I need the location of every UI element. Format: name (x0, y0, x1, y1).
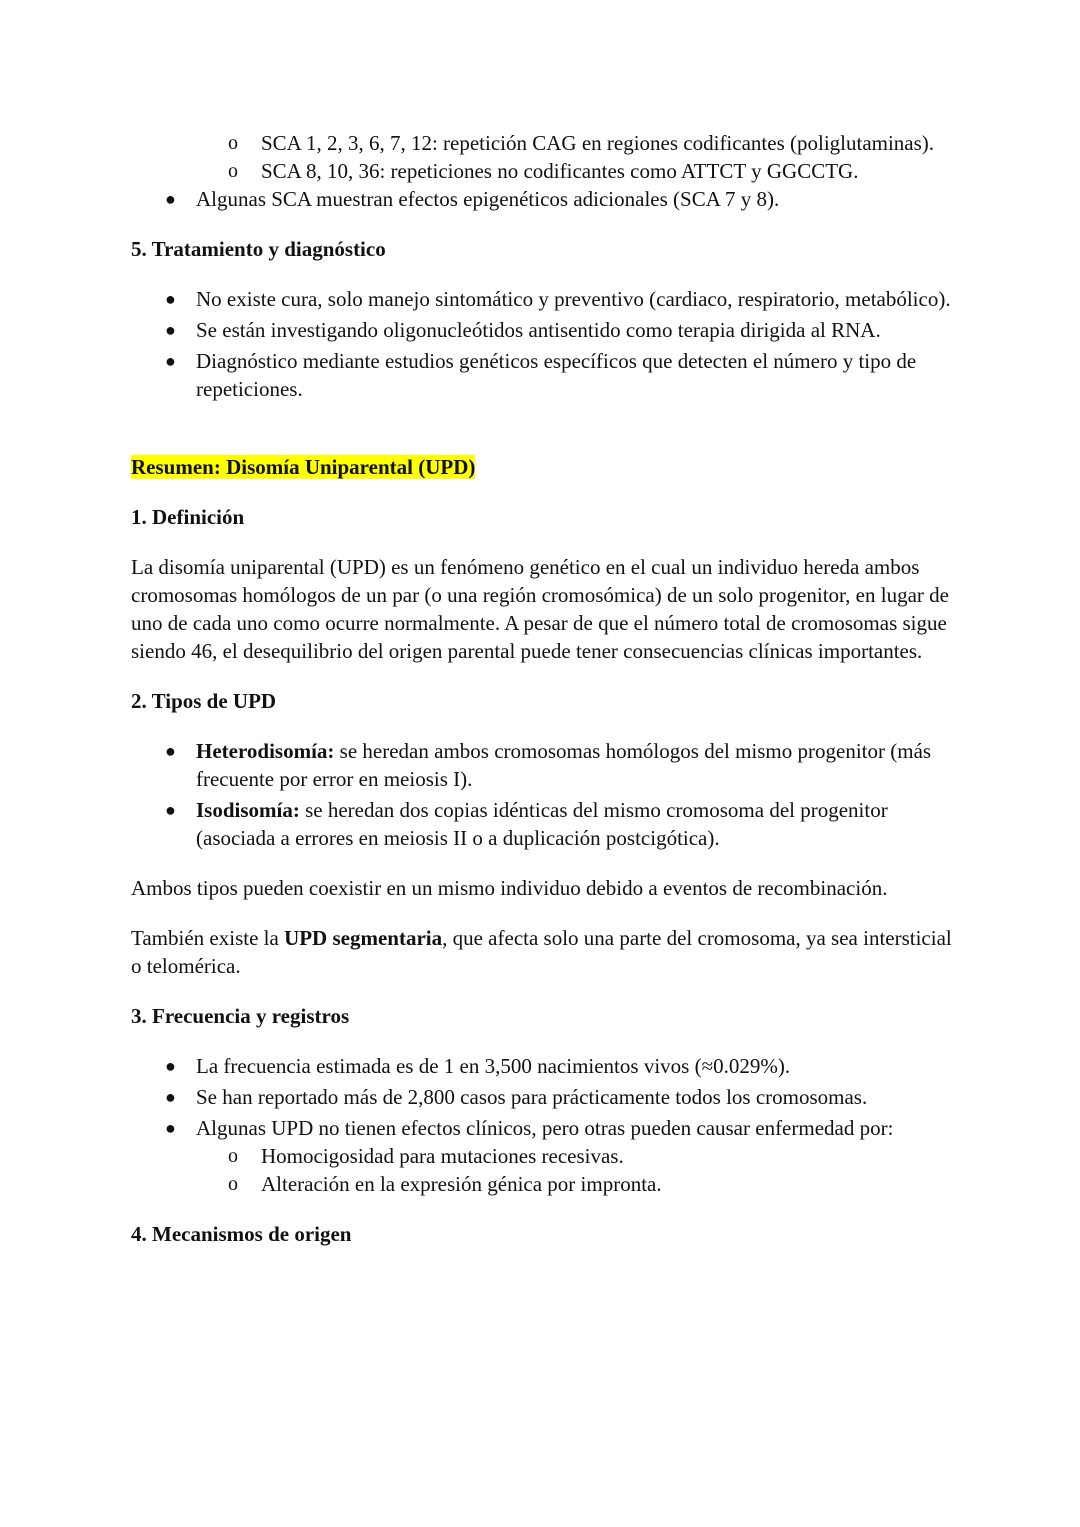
circle-bullet-icon: o (228, 1173, 238, 1195)
definicion-paragraph: La disomía uniparental (UPD) es un fenómeno genético en el cual un individuo hereda ambos cromosomas homólogos de un par (o una región cromosómica) de un solo progenitor, en lugar de uno de cada uno como ocurre normalmente. A pesar de que el número total de cromosomas sigue siendo 46, el desequilibrio del origen parental puede tener consecuencias clínicas importantes. (131, 555, 949, 663)
list-item: ● Heterodisomía: se heredan ambos cromosomas homólogos del mismo progenitor (más frecuente por error en meiosis I). (165, 739, 932, 791)
list-item: ● Isodisomía: se heredan dos copias idénticas del mismo cromosoma del progenitor (asociada a errores en meiosis II o a duplicación postcigótica). (165, 798, 888, 850)
summary-title: Resumen: Disomía Uniparental (UPD) (131, 455, 476, 479)
circle-bullet-icon: o (228, 160, 238, 182)
frecuencia-sublist (131, 1142, 961, 1198)
list-item: ● La frecuencia estimada es de 1 en 3,500 nacimientos vivos (≈0.029%). (165, 1054, 791, 1078)
section-heading-tipos: 2. Tipos de UPD (131, 689, 277, 713)
list-item: o Alteración en la expresión génica por impronta. (228, 1172, 662, 1196)
section-heading-mecanismos: 4. Mecanismos de origen (131, 1222, 352, 1246)
bullet-icon: ● (165, 1087, 176, 1107)
frecuencia-list (131, 1052, 961, 1142)
list-item: o Homocigosidad para mutaciones recesivas. (228, 1144, 624, 1168)
bullet-icon: ● (165, 189, 176, 209)
section-heading-frecuencia: 3. Frecuencia y registros (131, 1004, 350, 1028)
list-item: ● Se han reportado más de 2,800 casos para prácticamente todos los cromosomas. (165, 1085, 868, 1109)
list-item: o SCA 8, 10, 36: repeticiones no codificantes como ATTCT y GGCCTG. (228, 159, 859, 183)
bullet-icon: ● (165, 741, 176, 761)
circle-bullet-icon: o (228, 1145, 238, 1167)
document-page (131, 129, 961, 1248)
circle-bullet-icon: o (228, 132, 238, 154)
section-heading-definicion: 1. Definición (131, 505, 245, 529)
section-heading-tratamiento: 5. Tratamiento y diagnóstico (131, 237, 386, 261)
bullet-icon: ● (165, 800, 176, 820)
list-item: ● Diagnóstico mediante estudios genéticos específicos que detecten el número y tipo de repeticiones. (165, 349, 917, 401)
bullet-icon: ● (165, 1056, 176, 1076)
list-item: ● No existe cura, solo manejo sintomático y preventivo (cardiaco, respiratorio, metabólico). (165, 287, 951, 311)
list-item: ● Algunas SCA muestran efectos epigenéticos adicionales (SCA 7 y 8). (165, 187, 780, 211)
tipos-paragraph-1: Ambos tipos pueden coexistir en un mismo individuo debido a eventos de recombinación. (131, 876, 888, 900)
list-item: o SCA 1, 2, 3, 6, 7, 12: repetición CAG en regiones codificantes (poliglutaminas). (228, 131, 935, 155)
list-item: ● Algunas UPD no tienen efectos clínicos, pero otras pueden causar enfermedad por: (165, 1116, 894, 1140)
bullet-icon: ● (165, 320, 176, 340)
bullet-icon: ● (165, 351, 176, 371)
tratamiento-list (131, 285, 961, 403)
list-item: ● Se están investigando oligonucleótidos antisentido como terapia dirigida al RNA. (165, 318, 881, 342)
bullet-icon: ● (165, 289, 176, 309)
bullet-icon: ● (165, 1118, 176, 1138)
sca-list (131, 185, 961, 213)
sca-sublist (131, 129, 961, 185)
tipos-list (131, 737, 961, 852)
tipos-paragraph-2: También existe la UPD segmentaria, que afecta solo una parte del cromosoma, ya sea intersticial o telomérica. (131, 926, 952, 978)
